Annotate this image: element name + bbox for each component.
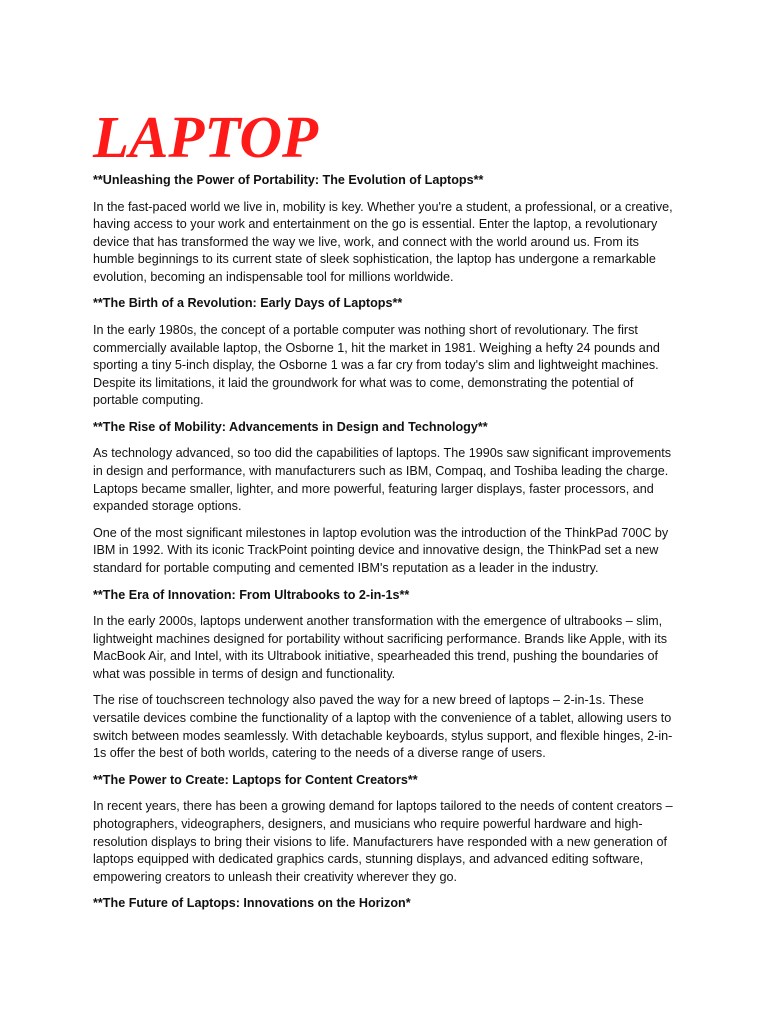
section-heading-innovation: **The Era of Innovation: From Ultrabooks to 2-in-1s** [93,587,410,602]
document-subtitle: **Unleashing the Power of Portability: The Evolution of Laptops** [93,173,484,187]
paragraph-birth: In the early 1980s, the concept of a portable computer was nothing short of revolutionary. The first commercially available laptop, the Osborne 1, hit the market in 1981. Weighing a hefty 24 pounds and sporting a tiny 5-inch display, the Osborne 1 was a far cry from today's slim and lightweight machines. Despite its limitations, it laid the groundwork for what was to come, demonstrating the potential of portable computing. [93,322,660,408]
paragraph-rise-1: As technology advanced, so too did the capabilities of laptops. The 1990s saw significant improvements in design and performance, with manufacturers such as IBM, Compaq, and Toshiba leading the charge. Laptops became smaller, lighter, and more powerful, featuring larger displays, faster processors, and expanded storage options. [93,446,672,514]
paragraph-creators: In recent years, there has been a growing demand for laptops tailored to the needs of content creators – photographers, videographers, designers, and musicians who require powerful hardware and high-resolution displays to bring their visions to life. Manufacturers have responded with a new generation of laptops equipped with dedicated graphics cards, stunning displays, and advanced editing software, empowering creators to unleash their creativity wherever they go. [93,799,673,884]
document-body [93,104,678,922]
section-heading-creators: **The Power to Create: Laptops for Content Creators** [93,772,418,787]
section-heading-future: **The Future of Laptops: Innovations on the Horizon* [93,896,411,911]
document-title: LAPTOP [93,104,319,170]
paragraph-rise-2: One of the most significant milestones in laptop evolution was the introduction of the ThinkPad 700C by IBM in 1992. With its iconic TrackPoint pointing device and innovative design, the ThinkPad set a new standard for portable computing and cemented IBM's reputation as a leader in the industry. [93,525,669,575]
paragraph-innovation-1: In the early 2000s, laptops underwent another transformation with the emergence of ultrabooks – slim, lightweight machines designed for portability without sacrificing performance. Brands like Apple, with its MacBook Air, and Intel, with its Ultrabook initiative, spearheaded this trend, pushing the boundaries of what was possible in terms of design and functionality. [93,614,667,681]
section-heading-birth: **The Birth of a Revolution: Early Days of Laptops** [93,296,403,311]
section-heading-rise: **The Rise of Mobility: Advancements in Design and Technology** [93,419,488,434]
paragraph-innovation-2: The rise of touchscreen technology also paved the way for a new breed of laptops – 2-in-1s. These versatile devices combine the functionality of a laptop with the convenience of a tablet, allowing users to switch between modes seamlessly. With detachable keyboards, stylus support, and flexible hinges, 2-in-1s offer the best of both worlds, catering to the needs of a diverse range of users. [93,693,673,761]
paragraph-intro: In the fast-paced world we live in, mobility is key. Whether you're a student, a professional, or a creative, having access to your work and entertainment on the go is essential. Enter the laptop, a revolutionary device that has transformed the way we live, work, and connect with the world around us. From its humble beginnings to its current state of sleek sophistication, the laptop has undergone a remarkable evolution, becoming an indispensable tool for millions worldwide. [93,199,673,284]
